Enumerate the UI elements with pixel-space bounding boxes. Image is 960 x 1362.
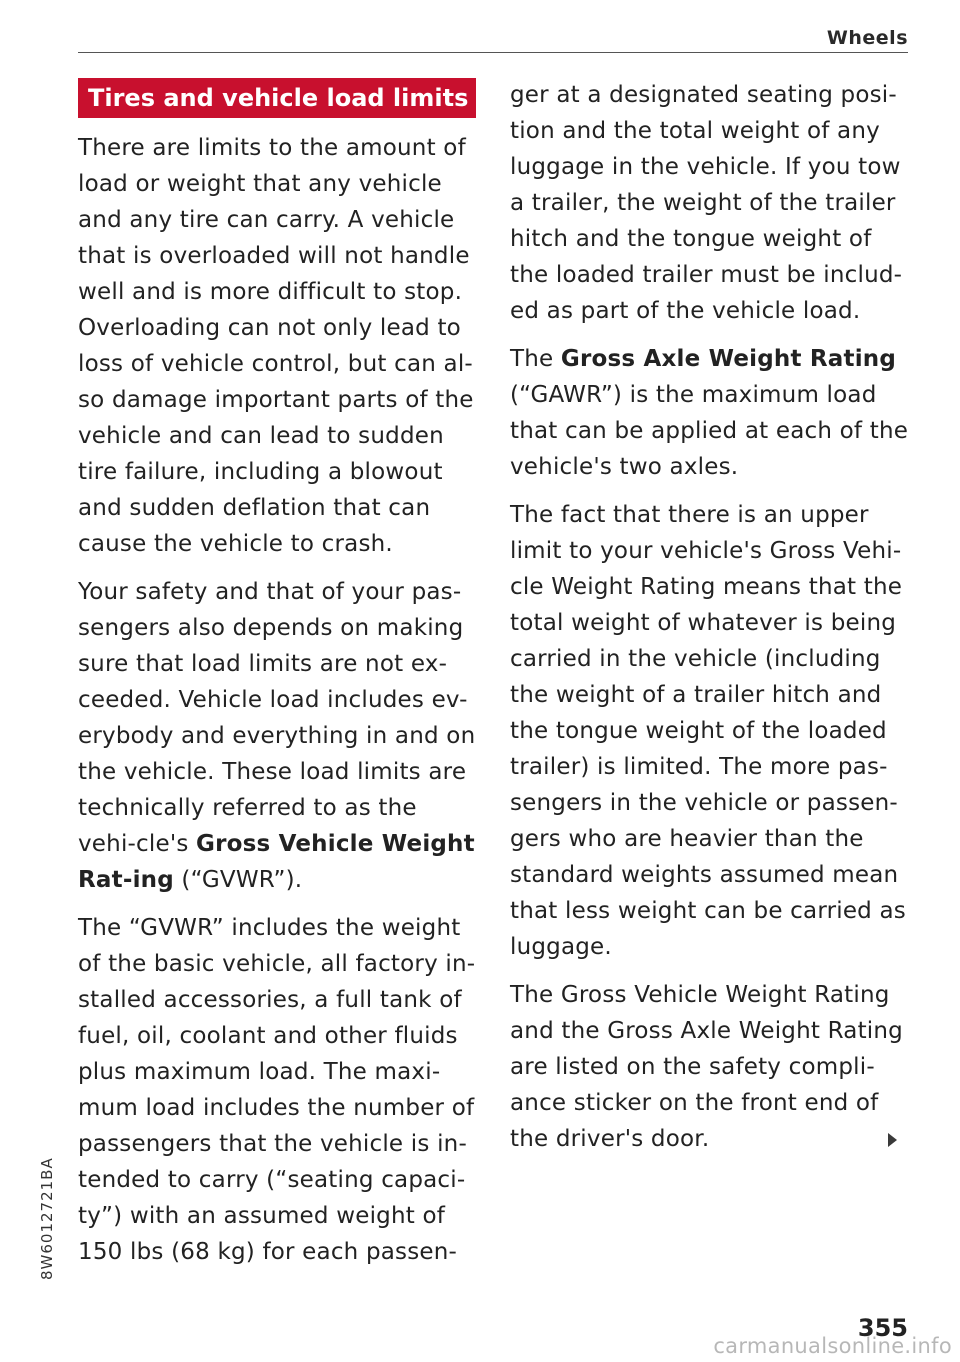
page-number: 355 [857,1314,908,1342]
section-title-banner: Tires and vehicle load limits [78,78,476,118]
chapter-title: Wheels [826,27,908,49]
paragraph-gawr [510,341,910,485]
right-column [510,77,910,1169]
paragraph-safety-gvwr [78,574,480,898]
paragraph-passenger-luggage: ger at a designated seating posi-tion and the total weight of any luggage in the vehicle. If you tow a trailer, the weight of the trailer hitch and the tongue weight of the loaded trailer must be includ-ed as part of the vehicle load. [510,82,903,324]
paragraph-text: The [510,346,561,372]
continue-arrow-icon [888,1133,897,1147]
paragraph-gvwr-includes: The “GVWR” includes the weight of the basic vehicle, all factory in-stalled accessories, a full tank of fuel, oil, coolant and other fluids plus maximum load. The maxi-mum load includes the number of passengers that the vehicle is in-tended to carry (“seating capaci-ty”) with an assumed weight of 150 lbs (68 kg) for each passen- [78,915,476,1265]
paragraph-text: (“GVWR”). [173,867,303,893]
watermark: carmanualsonline.info [713,1334,952,1358]
paragraph-text: Your safety and that of your pas-sengers also depends on making sure that load limits are not ex-ceeded. Vehicle load includes ev-erybody and everything in and on the vehicle. These load limits are technically referred to as the vehi-cle's [78,579,476,857]
header-divider [78,52,908,53]
paragraph-text: (“GAWR”) is the maximum load that can be applied at each of the vehicle's two axles. [510,382,909,480]
document-code: 8W6012721BA [38,1157,56,1280]
paragraph-upper-limit: The fact that there is an upper limit to your vehicle's Gross Vehi-cle Weight Rating means that the total weight of whatever is being carried in the vehicle (including the weight of a trailer hitch and the tongue weight of the loaded trailer) is limited. The more pas-sengers in the vehicle or passen-gers who are heavier than the standard weights assumed mean that less weight can be carried as luggage. [510,502,906,960]
paragraph-sticker-location: The Gross Vehicle Weight Rating and the Gross Axle Weight Rating are listed on the safety compli-ance sticker on the front end of the driver's door. [510,982,903,1152]
paragraph-load-limits-intro: There are limits to the amount of load or weight that any vehicle and any tire can carry. A vehicle that is overloaded will not handle well and is more difficult to stop. Overloading can not only lead to loss of vehicle control, but can al-so damage important parts of the vehicle and can lead to sudden tire failure, including a blowout and sudden deflation that can cause the vehicle to crash. [78,135,474,557]
left-column [78,130,480,1282]
term-gvwr: Gross Vehicle Weight Rat-ing [78,831,475,893]
term-gawr: Gross Axle Weight Rating [560,346,897,372]
